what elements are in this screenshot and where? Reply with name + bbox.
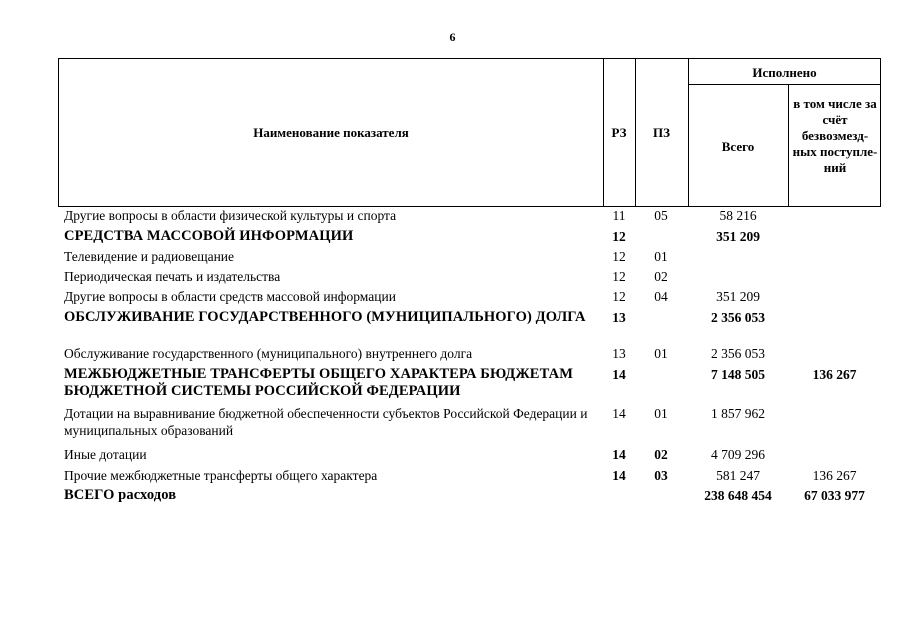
row-name: Обслуживание государственного (муниципального) внутреннего долга [64,346,473,361]
header-free-receipts: в том числе за счёт безвозмезд- ных поступле- ний [792,96,878,175]
table-row [58,288,881,309]
row-total: 1 857 962 [711,406,765,421]
row-total: 4 709 296 [711,447,765,462]
row-rz: 12 [612,249,626,264]
row-total: 238 648 454 [704,488,772,503]
header-pz: ПЗ [653,125,670,140]
table-row [58,309,881,345]
table-row [58,446,881,467]
row-rz: 14 [612,406,626,421]
table-row [58,345,881,366]
row-total: 2 356 053 [711,346,765,361]
row-free: 136 267 [812,367,857,382]
row-name: Дотации на выравнивание бюджетной обеспеченности субъектов Российской Федерации и муниципальных образований [64,406,588,438]
row-name: Другие вопросы в области физической культуры и спорта [64,208,397,223]
header-executed: Исполнено [752,65,817,80]
row-name: Прочие межбюджетные трансферты общего характера [64,468,378,483]
row-rz: 14 [612,367,626,382]
row-name: ОБСЛУЖИВАНИЕ ГОСУДАРСТВЕННОГО (МУНИЦИПАЛЬНОГО) ДОЛГА [64,309,586,325]
header-total: Всего [721,139,755,154]
row-total: 7 148 505 [711,367,765,382]
row-pz: 03 [654,468,668,483]
row-free: 67 033 977 [804,488,865,503]
table-row [58,248,881,268]
row-rz: 13 [612,310,626,325]
row-total: 58 216 [719,208,757,223]
table-row [58,487,881,507]
column-divider [788,84,789,206]
row-divider [688,84,880,85]
table-body [58,207,881,507]
row-rz: 14 [612,468,626,483]
row-pz: 02 [654,269,668,284]
row-pz: 01 [654,249,668,264]
row-free: 136 267 [812,468,857,483]
row-total: 581 247 [716,468,760,483]
header-name: Наименование показателя [253,125,409,140]
row-name: Другие вопросы в области средств массовой информации [64,289,396,304]
row-name: МЕЖБЮДЖЕТНЫЕ ТРАНСФЕРТЫ ОБЩЕГО ХАРАКТЕРА БЮДЖЕТАМ БЮДЖЕТНОЙ СИСТЕМЫ РОССИЙСКОЙ ФЕДЕРАЦИИ [64,366,573,399]
table-row [58,268,881,288]
row-pz: 01 [654,406,668,421]
page-number: 6 [449,30,456,44]
table-row [58,207,881,228]
row-rz: 14 [612,447,626,462]
row-total: 351 209 [716,289,760,304]
header-rz: РЗ [611,125,627,140]
table-row [58,366,881,405]
row-rz: 11 [612,208,626,223]
row-rz: 12 [612,289,626,304]
row-rz: 12 [612,269,626,284]
row-total: 2 356 053 [711,310,765,325]
row-name: Периодическая печать и издательства [64,269,281,284]
row-name: ВСЕГО расходов [64,487,177,503]
row-name: Телевидение и радиовещание [64,249,235,264]
row-name: СРЕДСТВА МАССОВОЙ ИНФОРМАЦИИ [64,228,354,244]
table-row [58,228,881,248]
table-row [58,405,881,446]
row-pz: 02 [654,447,668,462]
row-total: 351 209 [716,229,760,244]
row-name: Иные дотации [64,447,147,462]
column-divider [688,59,689,206]
row-pz: 05 [654,208,668,223]
row-rz: 13 [612,346,626,361]
table-header [58,58,881,207]
row-rz: 12 [612,229,626,244]
row-pz: 01 [654,346,668,361]
row-pz: 04 [654,289,668,304]
table-row [58,467,881,487]
